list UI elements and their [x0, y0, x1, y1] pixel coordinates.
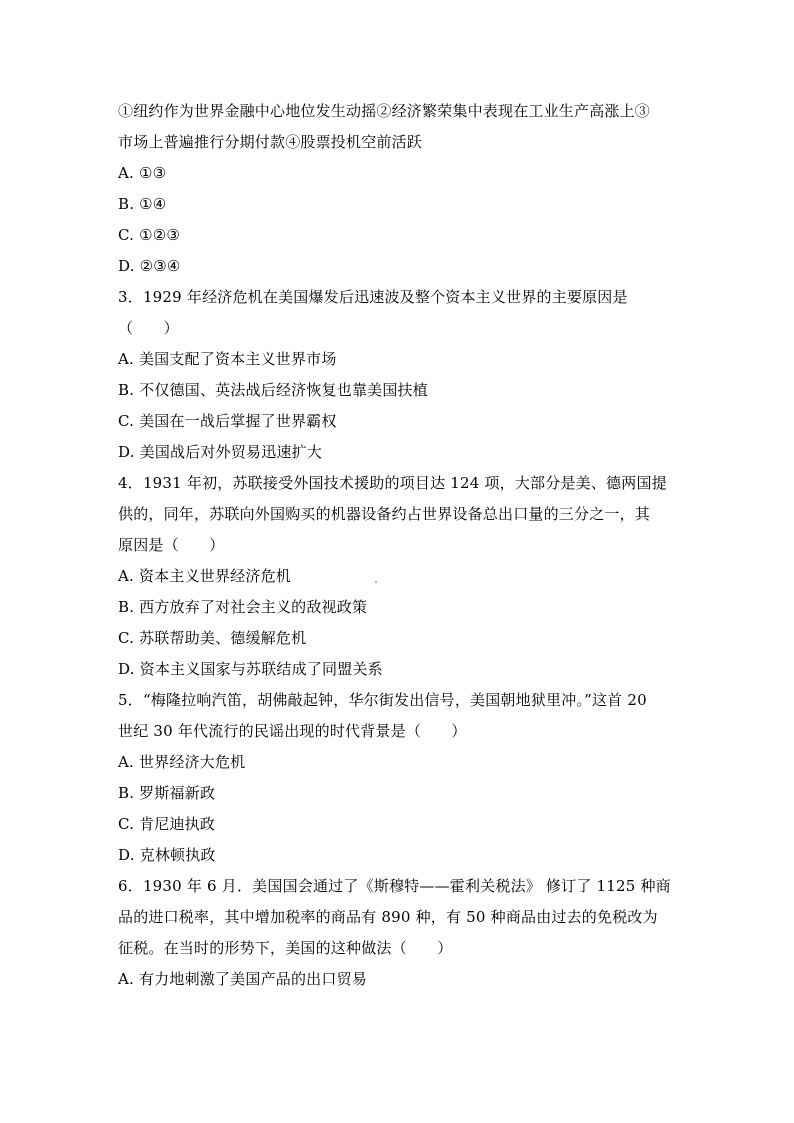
option-a: A. ①③: [118, 164, 167, 182]
question-6: [118, 871, 678, 995]
question-stem-line: 4．1931 年初，苏联接受外国技术援助的项目达 124 项，大部分是美、德两国提: [118, 474, 667, 492]
statement-line: ①纽约作为世界金融中心地位发生动摇②经济繁荣集中表现在工业生产高涨上③: [118, 102, 651, 120]
option-c: C. ①②③: [118, 226, 181, 244]
question-stem-line: 供的，同年，苏联向外国购买的机器设备约占世界设备总出口量的三分之一，其: [118, 505, 651, 523]
question-stem-line: 原因是（ ）: [118, 536, 225, 554]
option-d: D. ②③④: [118, 257, 181, 275]
question-stem-line: 3．1929 年经济危机在美国爆发后迅速波及整个资本主义世界的主要原因是: [118, 288, 628, 306]
option-c: C. 美国在一战后掌握了世界霸权: [118, 412, 337, 430]
question-stem-line: 5．“梅隆拉响汽笛，胡佛敲起钟，华尔街发出信号，美国朝地狱里冲。”这首 20: [118, 691, 647, 709]
question-3: [118, 282, 678, 468]
option-c: C. 肯尼迪执政: [118, 815, 216, 833]
question-stem-line: 世纪 30 年代流行的民谣出现的时代背景是（ ）: [118, 722, 467, 740]
intro-statement-block: [118, 96, 678, 282]
question-stem-line: 品的进口税率，其中增加税率的商品有 890 种，有 50 种商品由过去的免税改为: [118, 908, 658, 926]
question-stem-line: （ ）: [118, 319, 179, 337]
option-b: B. ①④: [118, 195, 167, 213]
question-5: [118, 685, 678, 871]
option-a: A. 世界经济大危机: [118, 753, 246, 771]
question-stem-line: 征税。在当时的形势下，美国的这种做法（ ）: [118, 939, 453, 957]
question-content: [118, 96, 678, 995]
option-a: A. 美国支配了资本主义世界市场: [118, 350, 337, 368]
question-stem-line: 6．1930 年 6 月．美国国会通过了《斯穆特——霍利关税法》 修订了 1125 种商: [118, 877, 671, 895]
option-b: B. 西方放弃了对社会主义的敌视政策: [118, 598, 368, 616]
option-a: A. 资本主义世界经济危机: [118, 567, 291, 585]
option-b: B. 罗斯福新政: [118, 784, 216, 802]
stray-mark: [375, 581, 377, 583]
option-d: D. 资本主义国家与苏联结成了同盟关系: [118, 660, 383, 678]
option-d: D. 美国战后对外贸易迅速扩大: [118, 443, 323, 461]
option-d: D. 克林顿执政: [118, 846, 216, 864]
option-b: B. 不仅德国、英法战后经济恢复也靠美国扶植: [118, 381, 428, 399]
statement-line: 市场上普遍推行分期付款④股票投机空前活跃: [118, 133, 423, 151]
option-c: C. 苏联帮助美、德缓解危机: [118, 629, 307, 647]
option-a: A. 有力地刺激了美国产品的出口贸易: [118, 970, 367, 988]
question-4: [118, 468, 678, 685]
